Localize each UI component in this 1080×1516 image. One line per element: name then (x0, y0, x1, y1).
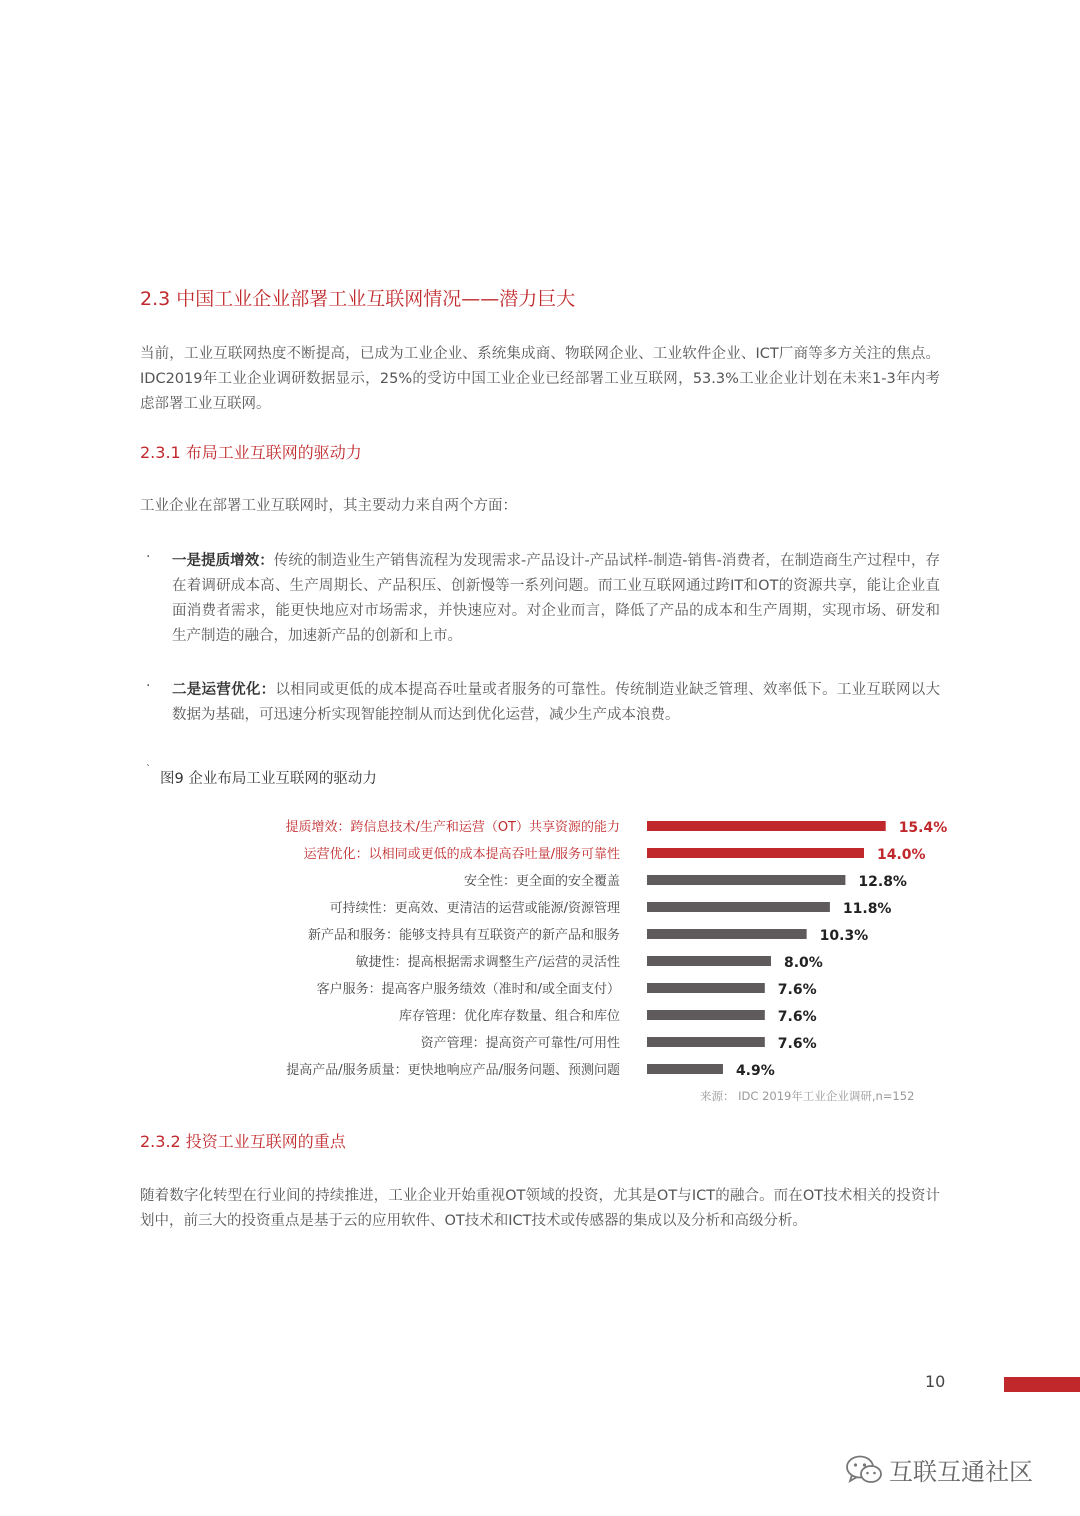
figure-tick-mark: ` (146, 764, 151, 775)
drivers-bar-chart (160, 808, 948, 1098)
page-number: 10 (925, 1372, 946, 1391)
bullet-quality (172, 549, 940, 649)
chart-category-label: 库存管理：优化库存数量、组合和库位 (398, 1009, 620, 1024)
chart-category-label: 敏捷性：提高根据需求调整生产/运营的灵活性 (355, 955, 620, 970)
chart-value-label: 7.6% (777, 982, 817, 998)
chart-category-label: 运营优化：以相同或更低的成本提高吞吐量/服务可靠性 (303, 847, 620, 862)
chart-category-label: 提质增效：跨信息技术/生产和运营（OT）共享资源的能力 (285, 820, 620, 835)
chart-bar (647, 848, 864, 858)
chart-bar (647, 902, 830, 912)
bullet-body: 传统的制造业生产销售流程为发现需求-产品设计-产品试样-制造-销售-消费者，在制造商生产过程中，存在着调研成本高、生产周期长、产品积压、创新慢等一系列问题。而工业互联网通过跨IT和OT的资源共享，能让企业直面消费者需求，能更快地应对市场需求，并快速应对。对企业而言，降低了产品的成本和生产周期，实现市场、研发和生产制造的融合，加速新产品的创新和上市。 (172, 553, 940, 644)
chart-category-label: 可持续性：更高效、更清洁的运营或能源/资源管理 (329, 901, 620, 916)
watermark (845, 1452, 1033, 1487)
subsection-title-drivers: 2.3.1 布局工业互联网的驱动力 (140, 443, 362, 462)
chart-bar (647, 1010, 765, 1020)
chart-bar (647, 983, 765, 993)
chart-category-label: 提高产品/服务质量：更快地响应产品/服务问题、预测问题 (286, 1063, 620, 1078)
figure-source: 来源： IDC 2019年工业企业调研,n=152 (700, 1089, 915, 1103)
chart-value-label: 12.8% (858, 874, 907, 890)
page-accent-bar (1004, 1377, 1080, 1392)
chart-bar (647, 1037, 765, 1047)
bullet-marker: · (146, 549, 151, 565)
section-title: 2.3 中国工业企业部署工业互联网情况——潜力巨大 (140, 288, 576, 310)
chart-value-label: 11.8% (842, 901, 892, 917)
chart-value-label: 8.0% (784, 955, 823, 971)
bullet-operations (172, 678, 940, 728)
watermark-text: 互联互通社区 (889, 1458, 1033, 1486)
chart-value-label: 4.9% (735, 1063, 775, 1079)
chart-value-label: 7.6% (777, 1036, 817, 1052)
chart-bar (647, 929, 807, 939)
chart-bar (647, 821, 886, 831)
chart-value-label: 10.3% (819, 928, 869, 944)
investment-text: 随着数字化转型在行业间的持续推进，工业企业开始重视OT领域的投资，尤其是OT与ICT的融合。而在OT技术相关的投资计划中，前三大的投资重点是基于云的应用软件、OT技术和ICT技术或传感器的集成以及分析和高级分析。 (140, 1188, 940, 1229)
bullet-label: 一是提质增效： (172, 553, 274, 569)
bullet-body: 以相同或更低的成本提高吞吐量或者服务的可靠性。传统制造业缺乏管理、效率低下。工业互联网以大数据为基础，可迅速分析实现智能控制从而达到优化运营，减少生产成本浪费。 (172, 682, 940, 723)
chart-category-label: 新产品和服务：能够支持具有互联资产的新产品和服务 (307, 928, 620, 943)
chart-value-label: 15.4% (898, 820, 948, 836)
section-intro: 当前，工业互联网热度不断提高，已成为工业企业、系统集成商、物联网企业、工业软件企业、ICT厂商等多方关注的焦点。IDC2019年工业企业调研数据显示，25%的受访中国工业企业已经部署工业互联网，53.3%工业企业计划在未来1-3年内考虑部署工业互联网。 (140, 346, 940, 412)
subsection-title-investment: 2.3.2 投资工业互联网的重点 (140, 1132, 346, 1151)
chart-category-label: 安全性：更全面的安全覆盖 (463, 874, 620, 889)
bullet-marker: · (146, 678, 151, 694)
chart-category-label: 客户服务：提高客户服务绩效（准时和/或全面支付） (316, 982, 620, 997)
drivers-lead: 工业企业在部署工业互联网时，其主要动力来自两个方面： (140, 498, 517, 514)
chart-bar (647, 875, 845, 885)
bullet-label: 二是运营优化： (172, 682, 276, 698)
figure-title: 图9 企业布局工业互联网的驱动力 (160, 771, 377, 787)
wechat-icon (845, 1454, 883, 1486)
chart-category-label: 资产管理：提高资产可靠性/可用性 (420, 1036, 620, 1051)
chart-bar (647, 1064, 723, 1074)
chart-value-label: 14.0% (877, 847, 926, 863)
chart-value-label: 7.6% (777, 1009, 817, 1025)
chart-bar (647, 956, 771, 966)
